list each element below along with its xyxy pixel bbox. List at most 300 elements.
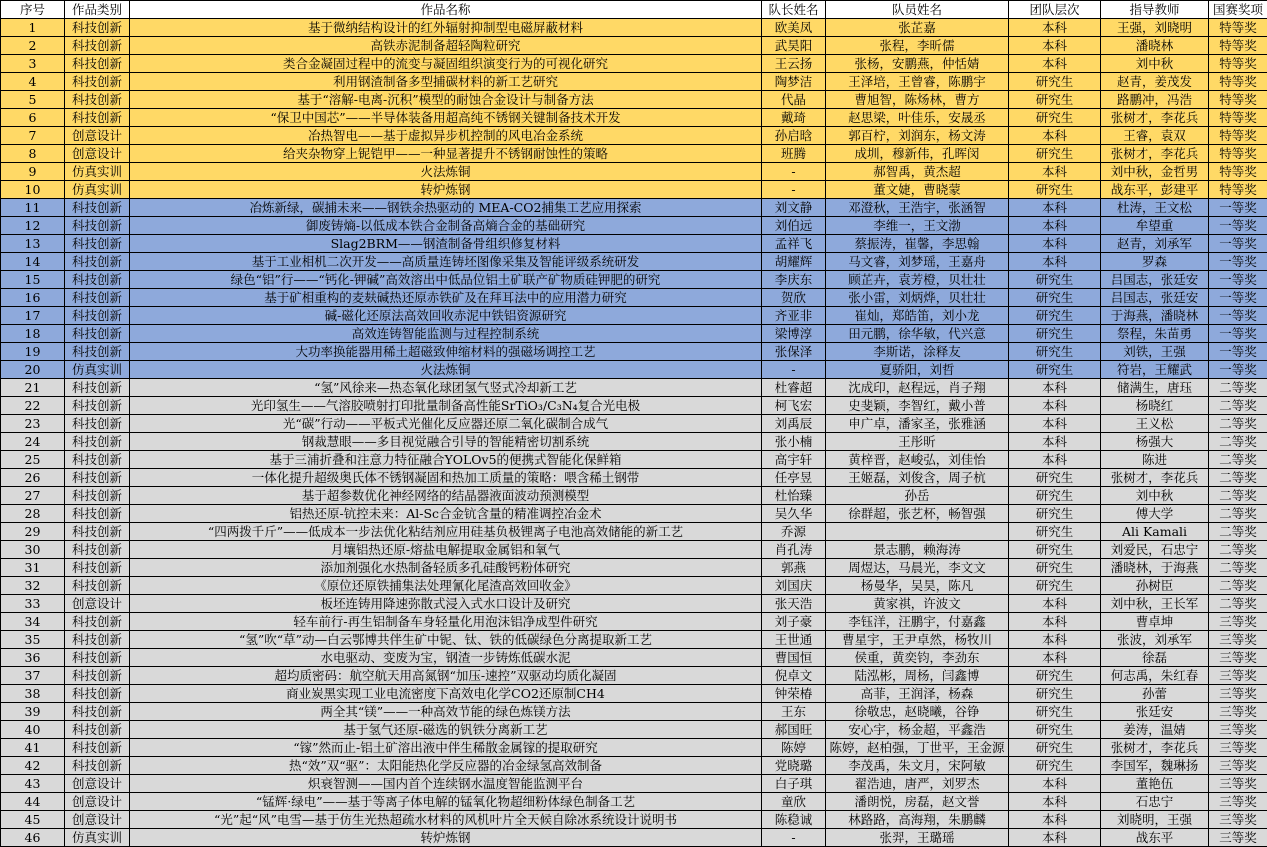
table-row <box>1 685 1267 703</box>
cell-captain: 童欣 <box>762 793 826 811</box>
cell-advisor: 何志禹，朱红春 <box>1101 667 1209 685</box>
cell-work-name: 轻车前行-再生铝制备车身轻量化用泡沫铝净成型件研究 <box>130 613 762 631</box>
cell-award: 三等奖 <box>1209 613 1267 631</box>
cell-captain: 高宇轩 <box>762 451 826 469</box>
cell-members: 张杨，安鹏燕，仲恬婧 <box>826 55 1009 73</box>
cell-index: 21 <box>1 379 65 397</box>
table-row <box>1 649 1267 667</box>
cell-members: 邓澄秋，王浩宇，张涵智 <box>826 199 1009 217</box>
cell-advisor: 张波，刘承军 <box>1101 631 1209 649</box>
cell-advisor: 符岩，王耀武 <box>1101 361 1209 379</box>
cell-members: 沈成印，赵程远，肖子翔 <box>826 379 1009 397</box>
cell-team-level: 研究生 <box>1009 469 1101 487</box>
cell-index: 35 <box>1 631 65 649</box>
cell-members: 史斐颖，李智红，戴小普 <box>826 397 1009 415</box>
table-row <box>1 487 1267 505</box>
cell-work-name: 基于矿相重构的麦麸碱热还原赤铁矿及在拜耳法中的应用潜力研究 <box>130 289 762 307</box>
cell-index: 24 <box>1 433 65 451</box>
cell-award: 特等奖 <box>1209 145 1267 163</box>
cell-advisor: 王强，刘晓明 <box>1101 19 1209 37</box>
cell-work-name: 基于“溶解-电离-沉积”模型的耐蚀合金设计与制备方法 <box>130 91 762 109</box>
cell-index: 34 <box>1 613 65 631</box>
cell-category: 科技创新 <box>65 469 130 487</box>
cell-advisor: 姜涛，温婧 <box>1101 721 1209 739</box>
cell-members: 周煜达，马晨光，李文文 <box>826 559 1009 577</box>
cell-work-name: “保卫中国芯”——半导体装备用超高纯不锈钢关键制备技术开发 <box>130 109 762 127</box>
table-row <box>1 289 1267 307</box>
cell-award: 一等奖 <box>1209 217 1267 235</box>
cell-team-level: 本科 <box>1009 235 1101 253</box>
cell-team-level: 研究生 <box>1009 181 1101 199</box>
cell-advisor: 储满生，唐珏 <box>1101 379 1209 397</box>
cell-index: 39 <box>1 703 65 721</box>
cell-work-name: 基于三浦折叠和注意力特征融合YOLOv5的便携式智能化保鲜箱 <box>130 451 762 469</box>
table-row <box>1 541 1267 559</box>
cell-captain: 李庆东 <box>762 271 826 289</box>
cell-award: 特等奖 <box>1209 91 1267 109</box>
cell-advisor: 王睿，袁双 <box>1101 127 1209 145</box>
cell-team-level: 本科 <box>1009 55 1101 73</box>
cell-captain: 孙启晗 <box>762 127 826 145</box>
cell-team-level: 本科 <box>1009 811 1101 829</box>
cell-team-level: 本科 <box>1009 631 1101 649</box>
cell-award: 特等奖 <box>1209 37 1267 55</box>
cell-index: 41 <box>1 739 65 757</box>
cell-captain: 杜怡臻 <box>762 487 826 505</box>
header-index: 序号 <box>1 1 65 19</box>
cell-advisor: 张树才，李花兵 <box>1101 739 1209 757</box>
cell-members: 陈婷，赵柏强，丁世平，王金源 <box>826 739 1009 757</box>
cell-captain: 张保泽 <box>762 343 826 361</box>
cell-advisor: 战东平 <box>1101 829 1209 847</box>
cell-work-name: 类合金凝固过程中的流变与凝固组织演变行为的可视化研究 <box>130 55 762 73</box>
cell-members: 王彤昕 <box>826 433 1009 451</box>
table-row <box>1 829 1267 847</box>
cell-index: 27 <box>1 487 65 505</box>
cell-captain: 陈稳诚 <box>762 811 826 829</box>
cell-team-level: 研究生 <box>1009 289 1101 307</box>
table-row <box>1 307 1267 325</box>
cell-captain: 贺欣 <box>762 289 826 307</box>
cell-team-level: 本科 <box>1009 649 1101 667</box>
cell-members: 蔡振涛，崔馨，李思翰 <box>826 235 1009 253</box>
cell-team-level: 研究生 <box>1009 343 1101 361</box>
cell-award: 三等奖 <box>1209 757 1267 775</box>
cell-category: 科技创新 <box>65 19 130 37</box>
table-row <box>1 469 1267 487</box>
cell-category: 创意设计 <box>65 775 130 793</box>
cell-advisor: 牟望重 <box>1101 217 1209 235</box>
cell-award: 三等奖 <box>1209 667 1267 685</box>
cell-members: 黄家祺，许波文 <box>826 595 1009 613</box>
cell-award: 三等奖 <box>1209 811 1267 829</box>
cell-award: 一等奖 <box>1209 253 1267 271</box>
cell-index: 16 <box>1 289 65 307</box>
header-advisor: 指导教师 <box>1101 1 1209 19</box>
cell-team-level: 本科 <box>1009 829 1101 847</box>
cell-team-level: 研究生 <box>1009 91 1101 109</box>
cell-work-name: “锰辉·绿电”——基于等离子体电解的锰氧化物超细粉体绿色制备工艺 <box>130 793 762 811</box>
cell-work-name: “四两拨千斤”——低成本一步法优化粘结剂应用硅基负极锂离子电池高效储能的新工艺 <box>130 523 762 541</box>
cell-advisor: Ali Kamali <box>1101 523 1209 541</box>
cell-work-name: 炽衰智测——国内首个连续钢水温度智能监测平台 <box>130 775 762 793</box>
cell-work-name: 光印氢生——气溶胶喷射打印批量制备高性能SrTiO₃/C₃N₄复合光电极 <box>130 397 762 415</box>
cell-index: 36 <box>1 649 65 667</box>
cell-members: 侯重，黄奕钧，李劲东 <box>826 649 1009 667</box>
cell-index: 45 <box>1 811 65 829</box>
cell-captain: 陶梦洁 <box>762 73 826 91</box>
cell-members: 张芷嘉 <box>826 19 1009 37</box>
cell-category: 科技创新 <box>65 433 130 451</box>
header-category: 作品类别 <box>65 1 130 19</box>
cell-captain: 郝国旺 <box>762 721 826 739</box>
table-row <box>1 721 1267 739</box>
cell-advisor: 罗森 <box>1101 253 1209 271</box>
cell-captain: - <box>762 361 826 379</box>
cell-award: 二等奖 <box>1209 487 1267 505</box>
cell-award: 二等奖 <box>1209 523 1267 541</box>
cell-work-name: 基于工业相机二次开发——高质量连铸坯图像采集及智能评级系统研发 <box>130 253 762 271</box>
cell-award: 一等奖 <box>1209 289 1267 307</box>
cell-team-level: 研究生 <box>1009 271 1101 289</box>
cell-team-level: 研究生 <box>1009 307 1101 325</box>
cell-index: 42 <box>1 757 65 775</box>
cell-members <box>826 523 1009 541</box>
cell-work-name: 转炉炼钢 <box>130 181 762 199</box>
table-row <box>1 91 1267 109</box>
cell-members: 曹星宇，王尹卓然，杨牧川 <box>826 631 1009 649</box>
cell-advisor: 石忠宁 <box>1101 793 1209 811</box>
cell-index: 26 <box>1 469 65 487</box>
cell-category: 科技创新 <box>65 397 130 415</box>
cell-index: 33 <box>1 595 65 613</box>
cell-captain: 欧美凤 <box>762 19 826 37</box>
cell-index: 6 <box>1 109 65 127</box>
cell-award: 三等奖 <box>1209 631 1267 649</box>
cell-advisor: 王义松 <box>1101 415 1209 433</box>
cell-work-name: 超均质密码：航空航天用高氮钢“加压-速控”双驱动均质化凝固 <box>130 667 762 685</box>
cell-category: 科技创新 <box>65 289 130 307</box>
cell-index: 12 <box>1 217 65 235</box>
cell-index: 40 <box>1 721 65 739</box>
cell-captain: 刘伯远 <box>762 217 826 235</box>
cell-members: 郭百柠，刘润东，杨文涛 <box>826 127 1009 145</box>
header-work-name: 作品名称 <box>130 1 762 19</box>
header-members: 队员姓名 <box>826 1 1009 19</box>
cell-work-name: 一体化提升超级奥氏体不锈钢凝固和热加工质量的策略：喂含稀土钢带 <box>130 469 762 487</box>
cell-award: 一等奖 <box>1209 361 1267 379</box>
cell-captain: 任亭昱 <box>762 469 826 487</box>
cell-work-name: 《原位还原铁捕集法处理氰化尾渣高效回收金》 <box>130 577 762 595</box>
cell-category: 科技创新 <box>65 703 130 721</box>
cell-work-name: 月壤铝热还原-熔盐电解提取金属铝和氧气 <box>130 541 762 559</box>
cell-index: 17 <box>1 307 65 325</box>
table-row <box>1 253 1267 271</box>
cell-advisor: 吕国志，张廷安 <box>1101 289 1209 307</box>
table-row <box>1 55 1267 73</box>
cell-index: 1 <box>1 19 65 37</box>
cell-advisor: 曹卓坤 <box>1101 613 1209 631</box>
cell-captain: 王云扬 <box>762 55 826 73</box>
table-row <box>1 613 1267 631</box>
cell-award: 二等奖 <box>1209 505 1267 523</box>
cell-team-level: 研究生 <box>1009 73 1101 91</box>
cell-members: 田元鹏，徐华敏，代兴意 <box>826 325 1009 343</box>
cell-index: 43 <box>1 775 65 793</box>
cell-captain: 刘文静 <box>762 199 826 217</box>
cell-captain: 肖孔涛 <box>762 541 826 559</box>
cell-advisor: 徐磊 <box>1101 649 1209 667</box>
table-row <box>1 361 1267 379</box>
cell-captain: 倪卓文 <box>762 667 826 685</box>
cell-award: 三等奖 <box>1209 685 1267 703</box>
cell-work-name: 利用钢渣制备多型捕碳材料的新工艺研究 <box>130 73 762 91</box>
cell-captain: 吴久华 <box>762 505 826 523</box>
table-row <box>1 109 1267 127</box>
table-row <box>1 19 1267 37</box>
cell-team-level: 研究生 <box>1009 685 1101 703</box>
cell-category: 科技创新 <box>65 307 130 325</box>
table-row <box>1 217 1267 235</box>
cell-index: 18 <box>1 325 65 343</box>
header-award: 国赛奖项 <box>1209 1 1267 19</box>
cell-captain: 武昊阳 <box>762 37 826 55</box>
cell-team-level: 研究生 <box>1009 721 1101 739</box>
cell-index: 30 <box>1 541 65 559</box>
cell-members: 孙岳 <box>826 487 1009 505</box>
cell-award: 二等奖 <box>1209 433 1267 451</box>
cell-work-name: 高铁赤泥制备超轻陶粒研究 <box>130 37 762 55</box>
cell-index: 10 <box>1 181 65 199</box>
cell-advisor: 李国军，魏琳扬 <box>1101 757 1209 775</box>
cell-work-name: 转炉炼钢 <box>130 829 762 847</box>
table-row <box>1 163 1267 181</box>
table-row <box>1 181 1267 199</box>
cell-category: 科技创新 <box>65 325 130 343</box>
cell-members: 崔灿，郑皓笛，刘小龙 <box>826 307 1009 325</box>
cell-award: 三等奖 <box>1209 775 1267 793</box>
cell-category: 科技创新 <box>65 685 130 703</box>
cell-award: 一等奖 <box>1209 271 1267 289</box>
cell-advisor: 杨强大 <box>1101 433 1209 451</box>
cell-index: 22 <box>1 397 65 415</box>
cell-category: 科技创新 <box>65 253 130 271</box>
table-row <box>1 451 1267 469</box>
cell-award: 二等奖 <box>1209 577 1267 595</box>
cell-award: 二等奖 <box>1209 451 1267 469</box>
cell-advisor: 刘中秋，金哲男 <box>1101 163 1209 181</box>
cell-captain: 党晓璐 <box>762 757 826 775</box>
cell-category: 科技创新 <box>65 541 130 559</box>
cell-captain: - <box>762 163 826 181</box>
table-row <box>1 775 1267 793</box>
cell-captain: 王东 <box>762 703 826 721</box>
cell-category: 科技创新 <box>65 505 130 523</box>
cell-award: 一等奖 <box>1209 199 1267 217</box>
cell-captain: 乔源 <box>762 523 826 541</box>
cell-work-name: 火法炼铜 <box>130 163 762 181</box>
cell-award: 三等奖 <box>1209 739 1267 757</box>
cell-captain: 戴琦 <box>762 109 826 127</box>
table-row <box>1 793 1267 811</box>
cell-advisor: 杜涛，王文松 <box>1101 199 1209 217</box>
cell-team-level: 研究生 <box>1009 703 1101 721</box>
cell-advisor: 路鹏冲，冯浩 <box>1101 91 1209 109</box>
cell-team-level: 研究生 <box>1009 739 1101 757</box>
cell-category: 科技创新 <box>65 487 130 505</box>
cell-category: 科技创新 <box>65 91 130 109</box>
cell-members: 李茂禹，朱文月，宋阿敏 <box>826 757 1009 775</box>
cell-members: 成圳，穆新伟，孔晖闵 <box>826 145 1009 163</box>
cell-category: 科技创新 <box>65 55 130 73</box>
table-row <box>1 235 1267 253</box>
cell-team-level: 本科 <box>1009 415 1101 433</box>
cell-work-name: 冶热智电——基于虚拟异步机控制的风电冶金系统 <box>130 127 762 145</box>
cell-team-level: 本科 <box>1009 775 1101 793</box>
cell-work-name: 光“碳”行动——平板式光催化反应器还原二氧化碳制合成气 <box>130 415 762 433</box>
cell-captain: 班腾 <box>762 145 826 163</box>
cell-work-name: 板坯连铸用降速弥散式浸入式水口设计及研究 <box>130 595 762 613</box>
cell-team-level: 本科 <box>1009 379 1101 397</box>
header-team-level: 团队层次 <box>1009 1 1101 19</box>
cell-advisor: 刘中秋 <box>1101 487 1209 505</box>
cell-members: 郝智禹，黄杰超 <box>826 163 1009 181</box>
cell-captain: 钟荣椿 <box>762 685 826 703</box>
cell-award: 二等奖 <box>1209 559 1267 577</box>
cell-index: 25 <box>1 451 65 469</box>
table-row <box>1 325 1267 343</box>
cell-team-level: 本科 <box>1009 37 1101 55</box>
cell-advisor: 张树才，李花兵 <box>1101 145 1209 163</box>
cell-award: 特等奖 <box>1209 19 1267 37</box>
cell-category: 创意设计 <box>65 595 130 613</box>
cell-index: 3 <box>1 55 65 73</box>
cell-team-level: 本科 <box>1009 19 1101 37</box>
cell-members: 张程，李昕儒 <box>826 37 1009 55</box>
cell-members: 曹旭智，陈炀林，曹方 <box>826 91 1009 109</box>
cell-captain: 梁博淳 <box>762 325 826 343</box>
cell-category: 科技创新 <box>65 739 130 757</box>
cell-captain: - <box>762 181 826 199</box>
cell-work-name: 商业炭黑实现工业电流密度下高效电化学CO2还原制CH4 <box>130 685 762 703</box>
cell-captain: 齐亚非 <box>762 307 826 325</box>
cell-category: 科技创新 <box>65 523 130 541</box>
cell-work-name: “氢”吹“草”动—白云鄂博共伴生矿中铌、钛、铁的低碳绿色分离提取新工艺 <box>130 631 762 649</box>
cell-index: 32 <box>1 577 65 595</box>
table-row <box>1 199 1267 217</box>
cell-team-level: 本科 <box>1009 127 1101 145</box>
cell-captain: 杜睿超 <box>762 379 826 397</box>
cell-award: 一等奖 <box>1209 235 1267 253</box>
cell-work-name: 铝热还原-钪控未来：Al-Sc合金钪含量的精准调控冶金术 <box>130 505 762 523</box>
cell-award: 特等奖 <box>1209 55 1267 73</box>
cell-captain: - <box>762 829 826 847</box>
table-row <box>1 127 1267 145</box>
cell-members: 林路路，高海翔，朱鹏麟 <box>826 811 1009 829</box>
cell-team-level: 研究生 <box>1009 523 1101 541</box>
table-row <box>1 379 1267 397</box>
cell-team-level: 本科 <box>1009 397 1101 415</box>
cell-category: 科技创新 <box>65 451 130 469</box>
cell-team-level: 研究生 <box>1009 109 1101 127</box>
cell-captain: 代晶 <box>762 91 826 109</box>
cell-members: 杨曼华，吴昊，陈凡 <box>826 577 1009 595</box>
cell-index: 9 <box>1 163 65 181</box>
table-row <box>1 343 1267 361</box>
cell-award: 三等奖 <box>1209 829 1267 847</box>
cell-advisor: 潘晓林 <box>1101 37 1209 55</box>
cell-category: 科技创新 <box>65 667 130 685</box>
cell-members: 徐群超，张艺杯，畅智强 <box>826 505 1009 523</box>
cell-advisor: 刘铁，王强 <box>1101 343 1209 361</box>
cell-advisor: 刘中秋，王长军 <box>1101 595 1209 613</box>
cell-captain: 孟祥飞 <box>762 235 826 253</box>
cell-advisor: 吕国志，张廷安 <box>1101 271 1209 289</box>
cell-index: 31 <box>1 559 65 577</box>
cell-category: 科技创新 <box>65 415 130 433</box>
cell-captain: 胡耀辉 <box>762 253 826 271</box>
cell-members: 高菲，王润泽，杨森 <box>826 685 1009 703</box>
cell-work-name: 基于氢气还原-磁选的钒铁分离新工艺 <box>130 721 762 739</box>
cell-index: 38 <box>1 685 65 703</box>
cell-team-level: 本科 <box>1009 595 1101 613</box>
cell-advisor: 祭程，朱苗勇 <box>1101 325 1209 343</box>
cell-category: 科技创新 <box>65 613 130 631</box>
cell-category: 科技创新 <box>65 73 130 91</box>
table-row <box>1 433 1267 451</box>
cell-category: 科技创新 <box>65 757 130 775</box>
cell-award: 特等奖 <box>1209 109 1267 127</box>
cell-team-level: 本科 <box>1009 217 1101 235</box>
table-row <box>1 397 1267 415</box>
cell-team-level: 研究生 <box>1009 505 1101 523</box>
cell-work-name: 御废铸熵-以低成本铁合金制备高熵合金的基础研究 <box>130 217 762 235</box>
cell-advisor: 潘晓林，于海燕 <box>1101 559 1209 577</box>
cell-work-name: 两全其“镁”——一种高效节能的绿色炼镁方法 <box>130 703 762 721</box>
cell-work-name: 绿色“铝”行——“钙化-钾碱”高效溶出中低品位铝土矿联产矿物质硅钾肥的研究 <box>130 271 762 289</box>
cell-members: 张小雷，刘炳烨，贝壮壮 <box>826 289 1009 307</box>
cell-captain: 张天浩 <box>762 595 826 613</box>
cell-index: 4 <box>1 73 65 91</box>
cell-members: 景志鹏，赖海涛 <box>826 541 1009 559</box>
cell-captain: 郭燕 <box>762 559 826 577</box>
cell-index: 13 <box>1 235 65 253</box>
cell-award: 三等奖 <box>1209 793 1267 811</box>
cell-members: 安心宇，杨金超，平鑫浩 <box>826 721 1009 739</box>
cell-work-name: “光”起“风”电雪—基于仿生光热超疏水材料的风机叶片全天候自除冰系统设计说明书 <box>130 811 762 829</box>
cell-category: 创意设计 <box>65 793 130 811</box>
cell-index: 14 <box>1 253 65 271</box>
cell-work-name: 钢裁慧眼——多目视觉融合引导的智能精密切割系统 <box>130 433 762 451</box>
cell-team-level: 研究生 <box>1009 487 1101 505</box>
cell-advisor: 张树才，李花兵 <box>1101 469 1209 487</box>
cell-category: 科技创新 <box>65 217 130 235</box>
cell-members: 王泽培，王曾睿，陈鹏宇 <box>826 73 1009 91</box>
cell-work-name: 添加剂强化水热制备轻质多孔硅酸钙粉体研究 <box>130 559 762 577</box>
cell-work-name: 碱-磁化还原法高效回收赤泥中铁铝资源研究 <box>130 307 762 325</box>
cell-members: 李钰洋，汪鹏宇，付嘉鑫 <box>826 613 1009 631</box>
cell-advisor: 于海燕，潘晓林 <box>1101 307 1209 325</box>
cell-category: 仿真实训 <box>65 163 130 181</box>
cell-index: 23 <box>1 415 65 433</box>
cell-category: 科技创新 <box>65 721 130 739</box>
cell-index: 28 <box>1 505 65 523</box>
cell-work-name: 基于微纳结构设计的红外辐射抑制型电磁屏蔽材料 <box>130 19 762 37</box>
cell-captain: 张小楠 <box>762 433 826 451</box>
table-row <box>1 667 1267 685</box>
cell-index: 46 <box>1 829 65 847</box>
cell-advisor: 陈进 <box>1101 451 1209 469</box>
